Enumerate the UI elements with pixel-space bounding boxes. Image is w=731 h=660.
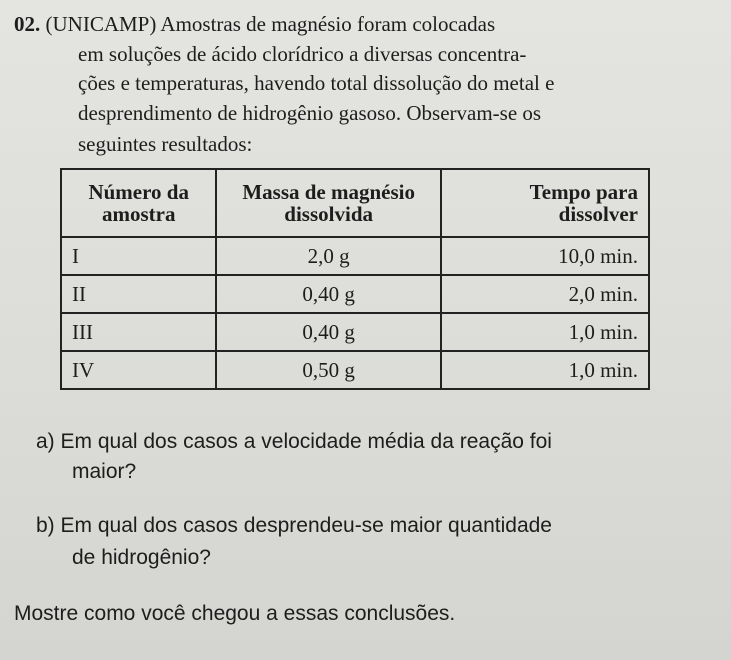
cell-mass: 0,50 g [216,351,440,389]
table-row [61,237,649,275]
item-a-line-1: a) Em qual dos casos a velocidade média da reação foi [36,430,552,453]
closing-instruction: Mostre como você chegou a essas conclusões. [14,602,456,625]
question-line-3: ções e temperaturas, havendo total dissolução do metal e [78,71,555,95]
header-sample: Número da amostra [61,169,216,237]
cell-time: 1,0 min. [441,313,649,351]
item-a-line-2: maior? [72,460,137,483]
question-line-5: seguintes resultados: [78,132,253,156]
cell-mass: 2,0 g [216,237,440,275]
question-line-2: em soluções de ácido clorídrico a diversas concentra- [78,42,527,66]
cell-sample: I [61,237,216,275]
cell-time: 2,0 min. [441,275,649,313]
cell-sample: IV [61,351,216,389]
header-time: Tempo para dissolver [441,169,649,237]
results-table [60,168,650,390]
cell-sample: II [61,275,216,313]
table-row [61,275,649,313]
question-line-4: desprendimento de hidrogênio gasoso. Observam-se os [78,101,542,125]
question-line-1 [14,10,495,38]
cell-sample: III [61,313,216,351]
table-row [61,351,649,389]
item-b-line-2: de hidrogênio? [72,546,211,569]
cell-mass: 0,40 g [216,275,440,313]
table-header-row [61,169,649,237]
cell-time: 1,0 min. [441,351,649,389]
question-text-1: (UNICAMP) Amostras de magnésio foram colocadas [45,12,496,36]
header-mass: Massa de magnésio dissolvida [216,169,440,237]
item-b-line-1: b) Em qual dos casos desprendeu-se maior quantidade [36,514,552,537]
cell-time: 10,0 min. [441,237,649,275]
question-number: 02. [14,12,41,36]
table-row [61,313,649,351]
cell-mass: 0,40 g [216,313,440,351]
